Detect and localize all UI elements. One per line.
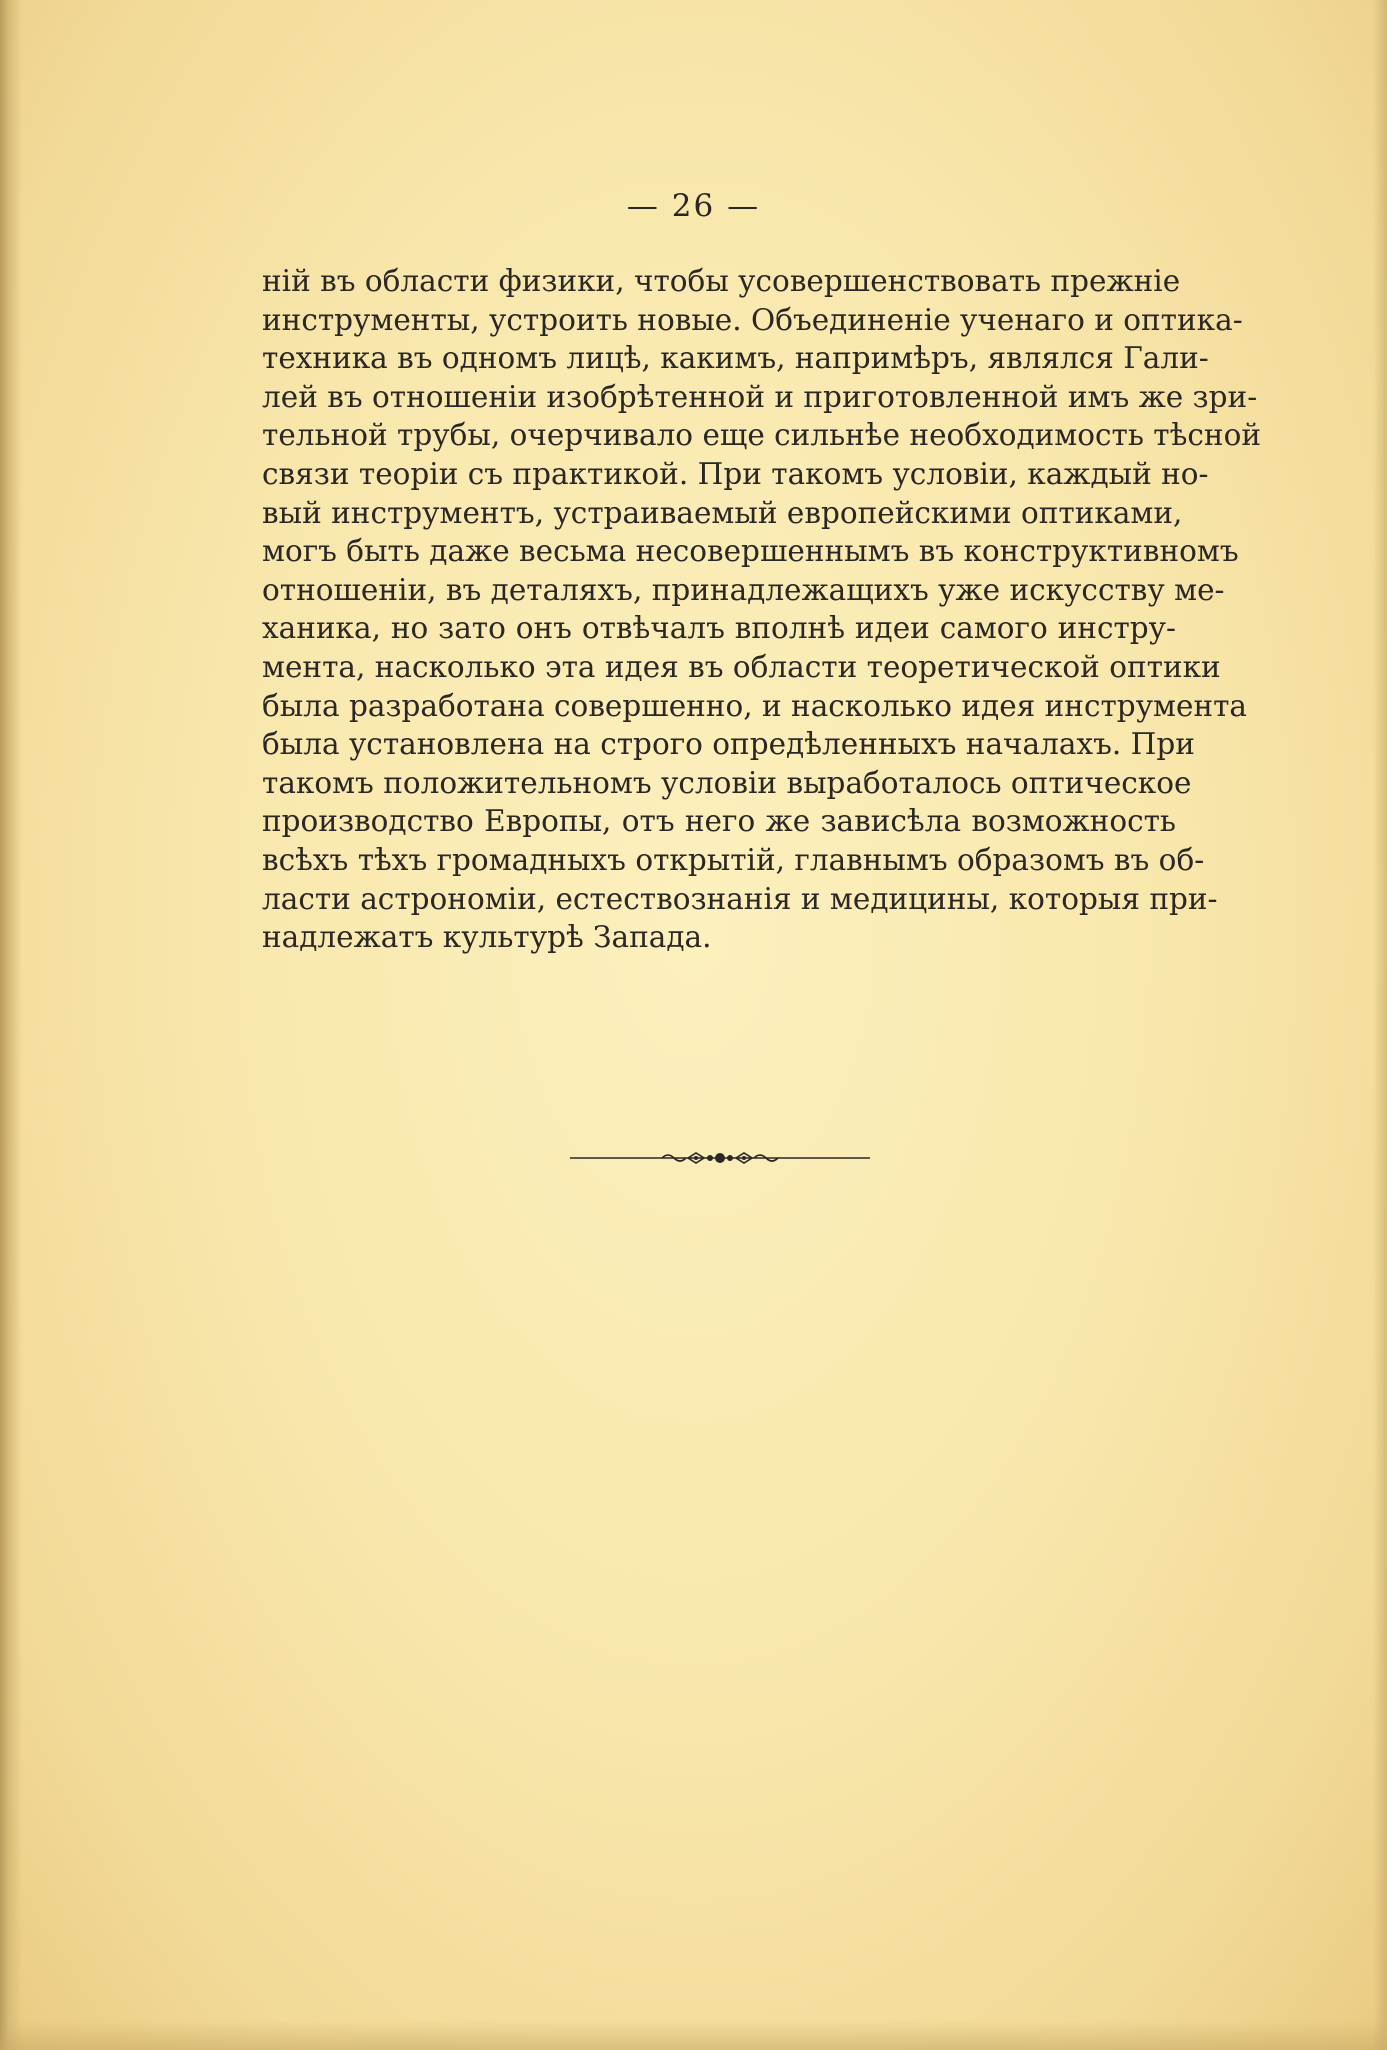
- text-line: ній въ области физики, чтобы усовершенствовать прежніе: [262, 264, 1181, 298]
- text-line: ласти астрономіи, естествознанія и медицины, которыя при-: [262, 881, 1218, 916]
- text-line: лей въ отношеніи изобрѣтенной и приготовленной имъ же зри-: [262, 379, 1258, 414]
- page-edge-shadow: [1373, 0, 1387, 2050]
- text-line: производство Европы, отъ него же зависѣла возможность: [262, 804, 1176, 839]
- text-line: мента, насколько эта идея въ области теоретической оптики: [262, 649, 1221, 684]
- text-line: отношеніи, въ деталяхъ, принадлежащихъ уже искусству ме-: [262, 572, 1225, 607]
- text-line: всѣхъ тѣхъ громадныхъ открытій, главнымъ образомъ въ об-: [262, 842, 1205, 877]
- text-line: такомъ положительномъ условіи выработалось оптическое: [262, 765, 1192, 800]
- text-line: могъ быть даже весьма несовершеннымъ въ конструктивномъ: [262, 534, 1239, 569]
- text-line: ханика, но зато онъ отвѣчалъ вполнѣ идеи самого инстру-: [262, 611, 1176, 646]
- text-line: вый инструментъ, устраиваемый европейскими оптиками,: [262, 495, 1183, 530]
- body-text: [262, 262, 1261, 957]
- ornamental-divider-icon: [570, 1148, 870, 1168]
- text-line: техника въ одномъ лицѣ, какимъ, напримѣръ, являлся Гали-: [262, 341, 1209, 376]
- text-line: была разработана совершенно, и насколько идея инструмента: [262, 688, 1248, 723]
- text-line: была установлена на строго опредѣленныхъ началахъ. При: [262, 727, 1195, 762]
- page-bottom-shadow: [0, 2020, 1387, 2050]
- page-number: — 26 —: [626, 188, 761, 224]
- text-line: тельной трубы, очерчивало еще сильнѣе необходимость тѣсной: [262, 418, 1261, 453]
- text-line: инструменты, устроить новые. Объединеніе ученаго и оптика-: [262, 302, 1243, 337]
- text-line: надлежатъ культурѣ Запада.: [262, 920, 712, 955]
- text-line: связи теоріи съ практикой. При такомъ условіи, каждый но-: [262, 456, 1209, 491]
- page-binding-shadow: [0, 0, 22, 2050]
